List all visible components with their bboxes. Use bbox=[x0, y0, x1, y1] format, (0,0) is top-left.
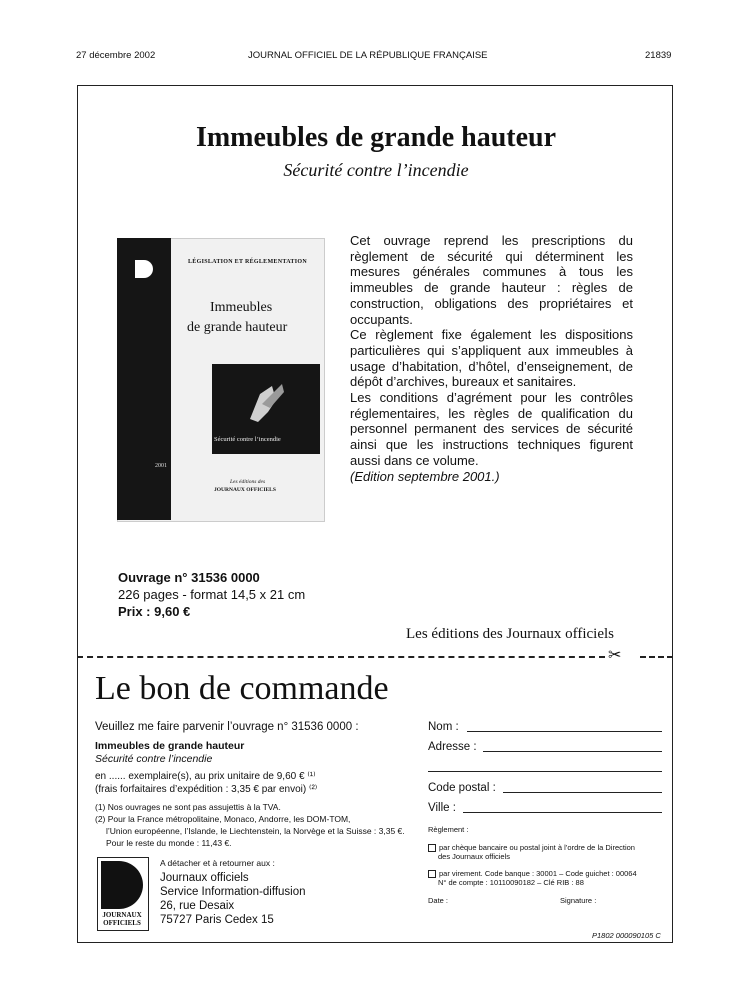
cover-publisher-line1: Les éditions des bbox=[230, 479, 266, 485]
address-line-3: 26, rue Desaix bbox=[160, 900, 235, 912]
ad-subtitle: Sécurité contre l’incendie bbox=[283, 160, 469, 180]
virement-line2: N° de compte : 10110090182 – Clé RIB : 88 bbox=[438, 878, 584, 887]
signature-label[interactable]: Signature : bbox=[560, 896, 597, 905]
reglement-label: Règlement : bbox=[428, 825, 469, 834]
cover-series: LÉGISLATION ET RÉGLEMENTATION bbox=[188, 259, 307, 265]
ad-description bbox=[350, 233, 633, 484]
header-page-number: 21839 bbox=[645, 50, 672, 61]
description-paragraph-2: Ce règlement fixe également les dispositions particulières qui s’appliquent aux immeubles à usage d’habitation, d’hôtel, d’enseignement, de dépôt d’archives, bureaux et sanitaires. bbox=[350, 327, 633, 390]
order-request: Veuillez me faire parvenir l’ouvrage n° 31536 0000 : bbox=[95, 721, 359, 733]
book-spine bbox=[117, 238, 171, 520]
address-line-1: Journaux officiels bbox=[160, 872, 249, 884]
cover-logo-icon bbox=[135, 260, 153, 278]
logo-text-line1: JOURNAUX bbox=[102, 911, 142, 919]
adresse-label: Adresse : bbox=[428, 741, 477, 753]
price: Prix : 9,60 € bbox=[118, 604, 191, 619]
address-line-4: 75727 Paris Cedex 15 bbox=[160, 914, 274, 926]
scissors-icon: ✂ bbox=[608, 647, 622, 664]
quantity-line[interactable]: en ...... exemplaire(s), au prix unitaire de 9,60 € ⁽¹⁾ bbox=[95, 771, 316, 782]
ville-field[interactable] bbox=[463, 812, 662, 813]
ville-label: Ville : bbox=[428, 802, 456, 814]
header-date: 27 décembre 2002 bbox=[76, 50, 156, 61]
cover-title-line2: de grande hauteur bbox=[187, 320, 288, 335]
pages-format: 226 pages - format 14,5 x 21 cm bbox=[118, 587, 306, 602]
ouvrage-number: Ouvrage n° 31536 0000 bbox=[118, 570, 260, 585]
cheque-checkbox[interactable] bbox=[428, 844, 436, 852]
virement-option[interactable] bbox=[428, 869, 637, 878]
note-2: (2) Pour la France métropolitaine, Monaco, Andorre, les DOM-TOM, bbox=[95, 814, 351, 824]
cheque-line1: par chèque bancaire ou postal joint à l’ordre de la Direction bbox=[439, 843, 635, 852]
cover-title-line1: Immeubles bbox=[210, 300, 273, 315]
adresse-field[interactable] bbox=[483, 751, 662, 752]
cheque-option[interactable] bbox=[428, 843, 635, 852]
shipping-line: (frais forfaitaires d’expédition : 3,35 € par envoi) ⁽²⁾ bbox=[95, 784, 318, 795]
date-label[interactable]: Date : bbox=[428, 896, 449, 905]
cover-publisher-line2: JOURNAUX OFFICIELS bbox=[214, 487, 276, 493]
adresse-field-line2[interactable] bbox=[428, 771, 662, 772]
ad-title: Immeubles de grande hauteur bbox=[195, 122, 557, 153]
note-1: (1) Nos ouvrages ne sont pas assujettis à la TVA. bbox=[95, 802, 281, 812]
header-journal-title: JOURNAL OFFICIEL DE LA RÉPUBLIQUE FRANÇAISE bbox=[248, 50, 488, 61]
logo-text bbox=[97, 911, 147, 927]
cheque-line2: des Journaux officiels bbox=[438, 852, 510, 861]
nom-label: Nom : bbox=[428, 721, 459, 733]
form-reference: P1802 000090105 C bbox=[592, 931, 661, 940]
publisher-line: Les éditions des Journaux officiels bbox=[406, 626, 615, 642]
nom-field[interactable] bbox=[467, 731, 662, 732]
address-line-2: Service Information-diffusion bbox=[160, 886, 306, 898]
note-2b: l’Union européenne, l’Islande, le Liechtenstein, la Norvège et la Suisse : 3,35 €. bbox=[106, 826, 405, 836]
order-book-subtitle: Sécurité contre l’incendie bbox=[95, 753, 213, 765]
logo-text-line2: OFFICIELS bbox=[103, 919, 141, 927]
order-book-title: Immeubles de grande hauteur bbox=[95, 740, 245, 752]
virement-checkbox[interactable] bbox=[428, 870, 436, 878]
cut-line bbox=[77, 656, 605, 658]
order-form-heading: Le bon de commande bbox=[95, 670, 389, 707]
code-postal-field[interactable] bbox=[503, 792, 662, 793]
description-paragraph-3: Les conditions d’agrément pour les contrôles réglementaires, les règles de qualification du personnel permanent des services de sécurité ainsi que les instructions techniques figurent aussi dans ce volume. bbox=[350, 390, 633, 468]
cover-image-caption: Sécurité contre l’incendie bbox=[214, 436, 281, 443]
edition-note: (Edition septembre 2001.) bbox=[350, 468, 500, 484]
cover-year: 2001 bbox=[155, 463, 167, 469]
code-postal-label: Code postal : bbox=[428, 782, 496, 794]
virement-line1: par virement. Code banque : 30001 – Code guichet : 00064 bbox=[439, 869, 637, 878]
description-paragraph-1: Cet ouvrage reprend les prescriptions du règlement de sécurité qui déterminent les mesures générales communes à tous les immeubles de grande hauteur : règles de construction, obligations des propriétaires et occupants. bbox=[350, 233, 633, 327]
note-2c: Pour le reste du monde : 11,43 €. bbox=[106, 838, 232, 848]
cut-line-end bbox=[640, 656, 673, 658]
detach-instruction: A détacher et à retourner aux : bbox=[160, 858, 275, 868]
